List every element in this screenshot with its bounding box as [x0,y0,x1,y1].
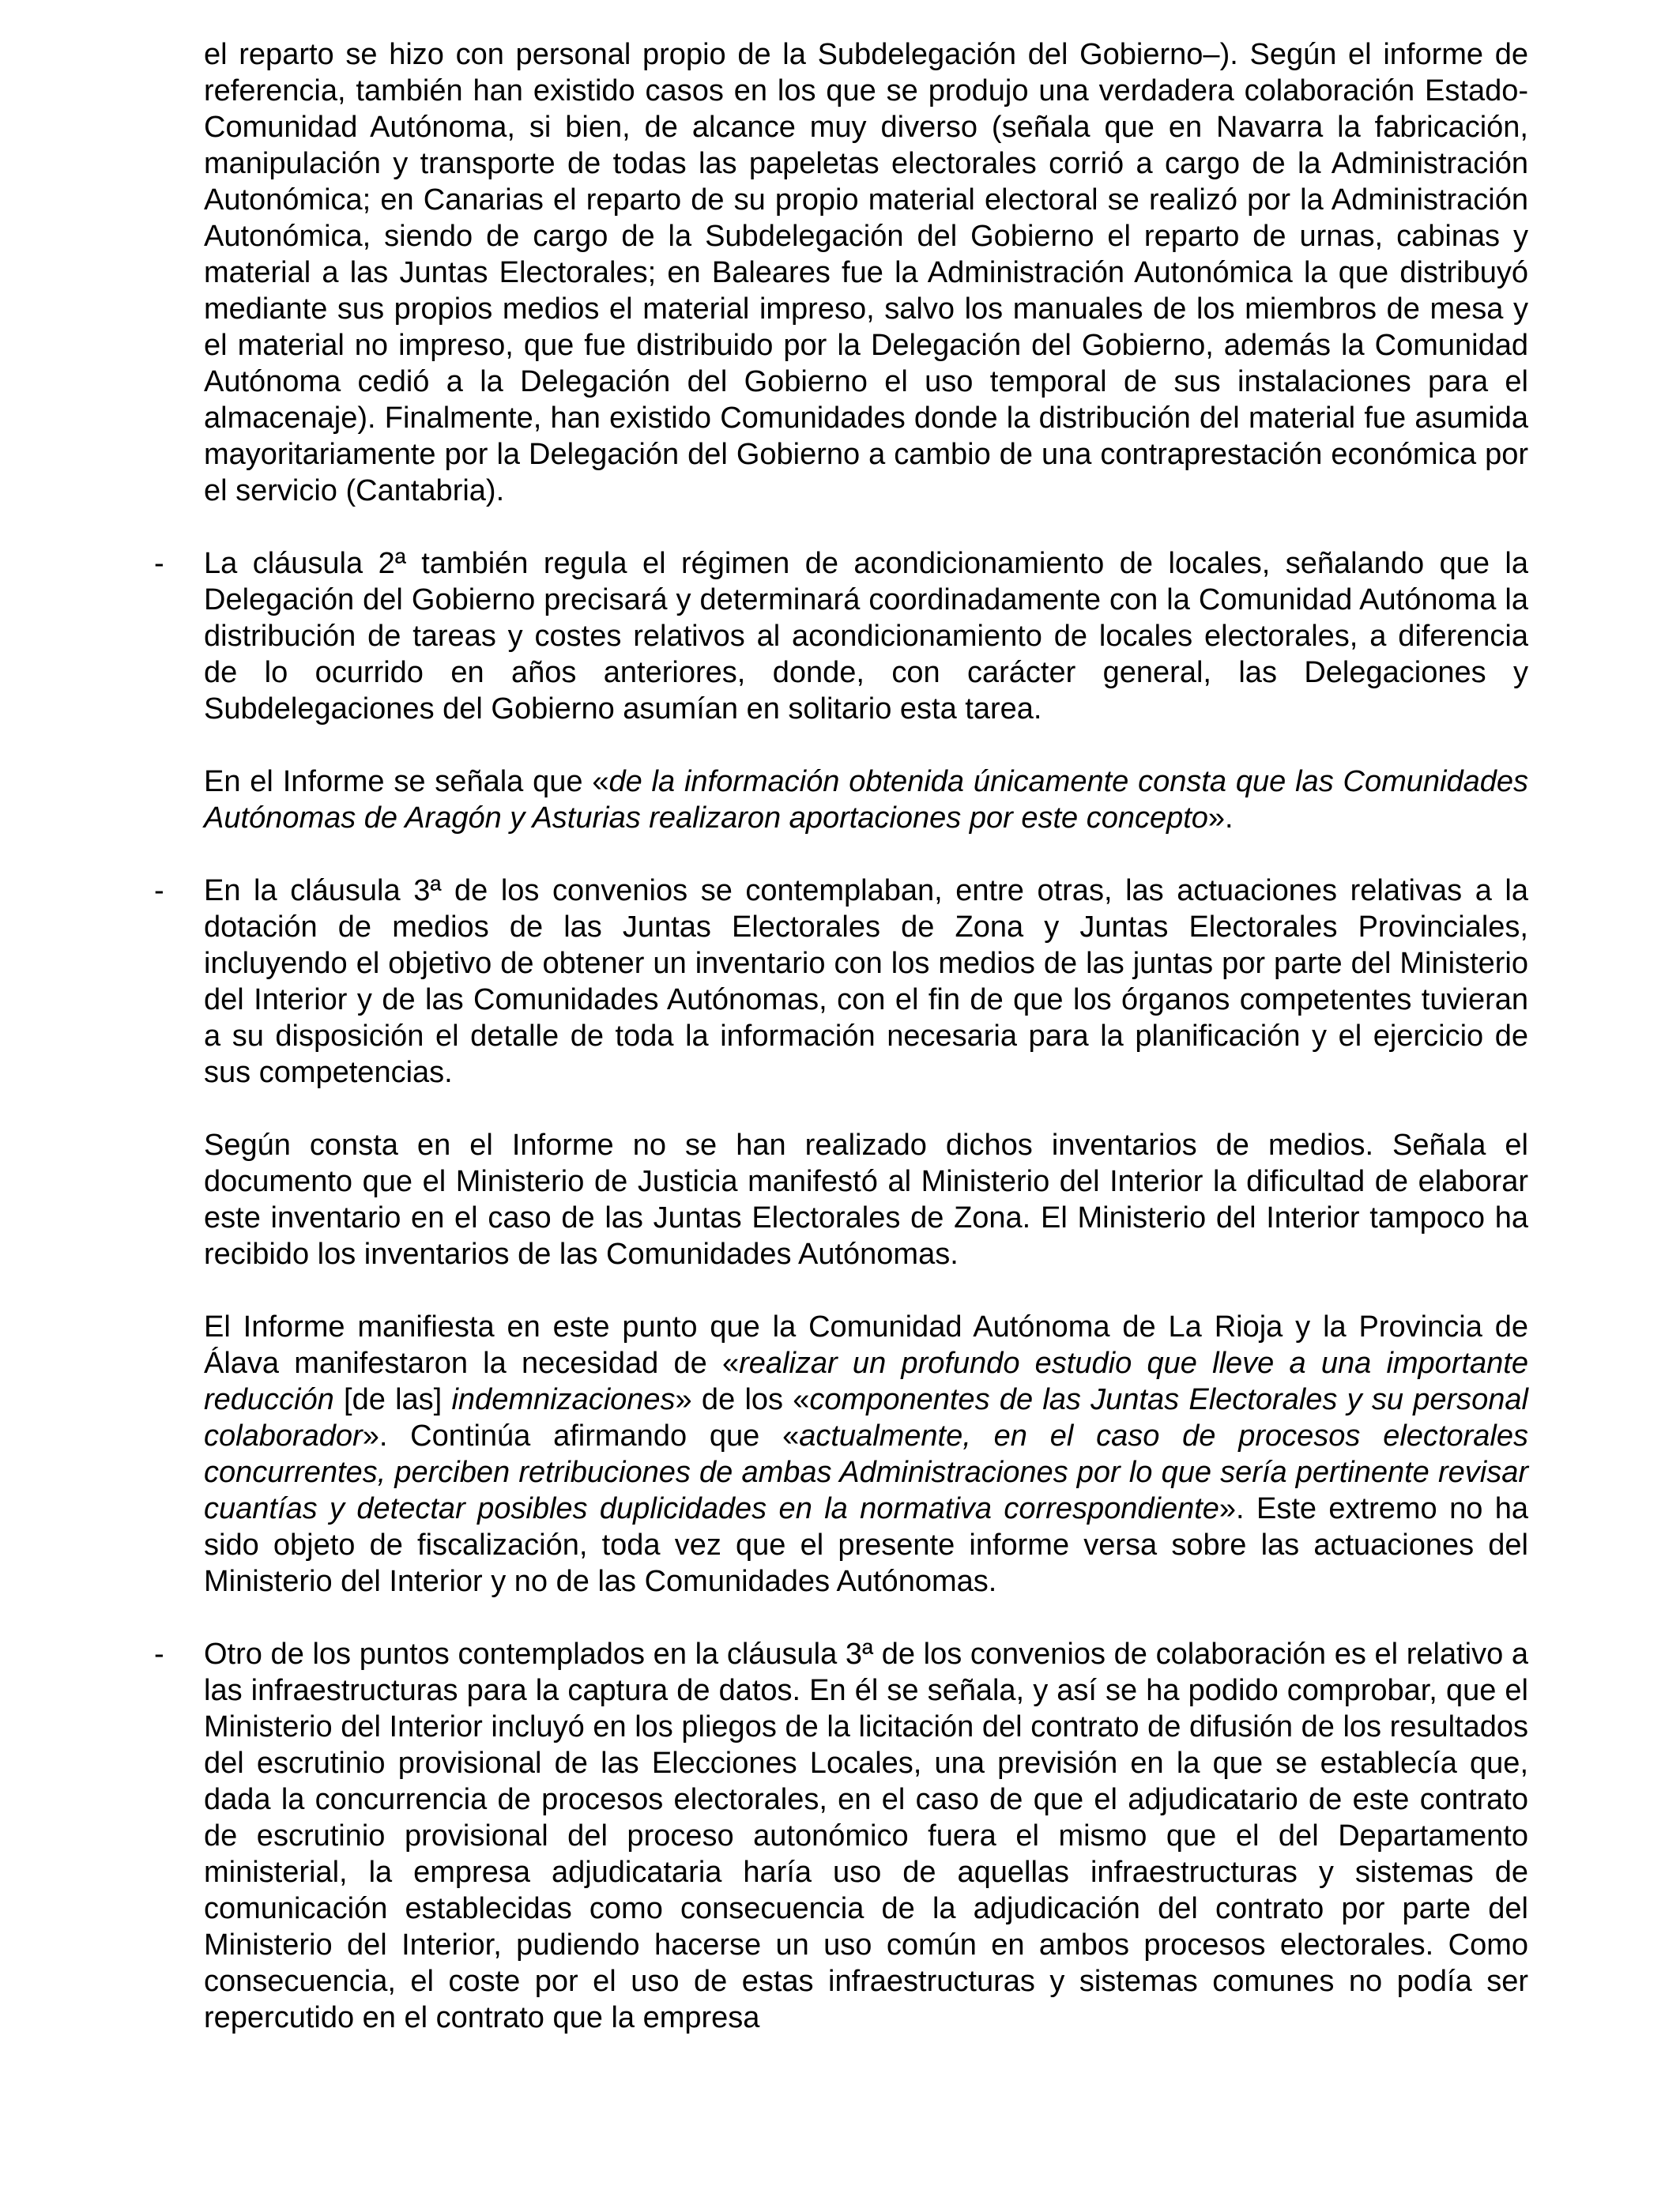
paragraph-infraestructuras: Otro de los puntos contemplados en la cláusula 3ª de los convenios de colaboración es el relativo a las infraestructuras para la captura de datos. En él se señala, y así se ha podido comprobar, que el Ministerio del Interior incluyó en los pliegos de la licitación del contrato de difusión de los resultados del escrutinio provisional de las Elecciones Locales, una previsión en la que se establecía que, dada la concurrencia de procesos electorales, en el caso de que el adjudicatario de este contrato de escrutinio provisional del proceso autonómico fuera el mismo que el del Departamento ministerial, la empresa adjudicataria haría uso de aquellas infraestructuras y sistemas de comunicación establecidas como consecuencia de la adjudicación del contrato por parte del Ministerio del Interior, pudiendo hacerse un uso común en ambos procesos electorales. Como consecuencia, el coste por el uso de estas infraestructuras y sistemas comunes no podía ser repercutido en el contrato que la empresa [204,1638,1528,2034]
list-item [154,1636,1528,2036]
list-item [154,873,1528,1091]
document-page [154,36,1528,2036]
list-item [154,545,1528,727]
paragraph-clausula-2: La cláusula 2ª también regula el régimen de acondicionamiento de locales, señalando que la Delegación del Gobierno precisará y determinará coordinadamente con la Comunidad Autónoma la distribución de tareas y costes relativos al acondicionamiento de locales electorales, a diferencia de lo ocurrido en años anteriores, donde, con carácter general, las Delegaciones y Subdelegaciones del Gobierno asumían en solitario esta tarea. [204,547,1528,726]
paragraph-clausula-3: En la cláusula 3ª de los convenios se contemplaban, entre otras, las actuaciones relativas a la dotación de medios de las Juntas Electorales de Zona y Juntas Electorales Provinciales, incluyendo el objetivo de obtener un inventario con los medios de las juntas por parte del Ministerio del Interior y de las Comunidades Autónomas, con el fin de que los órganos competentes tuvieran a su disposición el detalle de toda la información necesaria para la planificación y el ejercicio de sus competencias. [204,874,1528,1089]
paragraph-inventarios: Según consta en el Informe no se han realizado dichos inventarios de medios. Señala el documento que el Ministerio de Justicia manifestó al Ministerio del Interior la dificultad de elaborar este inventario en el caso de las Juntas Electorales de Zona. El Ministerio del Interior tampoco ha recibido los inventarios de las Comunidades Autónomas. [204,1129,1528,1271]
paragraph-continuation: el reparto se hizo con personal propio de la Subdelegación del Gobierno–). Según el informe de referencia, también han existido casos en los que se produjo una verdadera colaboración Estado-Comunidad Autónoma, si bien, de alcance muy diverso (señala que en Navarra la fabricación, manipulación y transporte de todas las papeletas electorales corrió a cargo de la Administración Autonómica; en Canarias el reparto de su propio material electoral se realizó por la Administración Autonómica, siendo de cargo de la Subdelegación del Gobierno el reparto de urnas, cabinas y material a las Juntas Electorales; en Baleares fue la Administración Autonómica la que distribuyó mediante sus propios medios el material impreso, salvo los manuales de los miembros de mesa y el material no impreso, que fue distribuido por la Delegación del Gobierno, además la Comunidad Autónoma cedió a la Delegación del Gobierno el uso temporal de sus instalaciones para el almacenaje). Finalmente, han existido Comunidades donde la distribución del material fue asumida mayoritariamente por la Delegación del Gobierno a cambio de una contraprestación económica por el servicio (Cantabria). [204,38,1528,507]
bullet-dash: - [154,1638,164,1671]
bullet-dash: - [154,547,164,580]
paragraph-informe-locales: En el Informe se señala que «de la información obtenida únicamente consta que las Comunidades Autónomas de Aragón y Asturias realizaron aportaciones por este concepto». [204,765,1528,835]
bullet-dash: - [154,874,164,907]
paragraph-rioja-alava: El Informe manifiesta en este punto que la Comunidad Autónoma de La Rioja y la Provincia de Álava manifestaron la necesidad de «realizar un profundo estudio que lleve a una importante reducción [de las] indemnizaciones» de los «componentes de las Juntas Electorales y su personal colaborador». Continúa afirmando que «actualmente, en el caso de procesos electorales concurrentes, perciben retribuciones de ambas Administraciones por lo que sería pertinente revisar cuantías y detectar posibles duplicidades en la normativa correspondiente». Este extremo no ha sido objeto de fiscalización, toda vez que el presente informe versa sobre las actuaciones del Ministerio del Interior y no de las Comunidades Autónomas. [204,1310,1528,1598]
